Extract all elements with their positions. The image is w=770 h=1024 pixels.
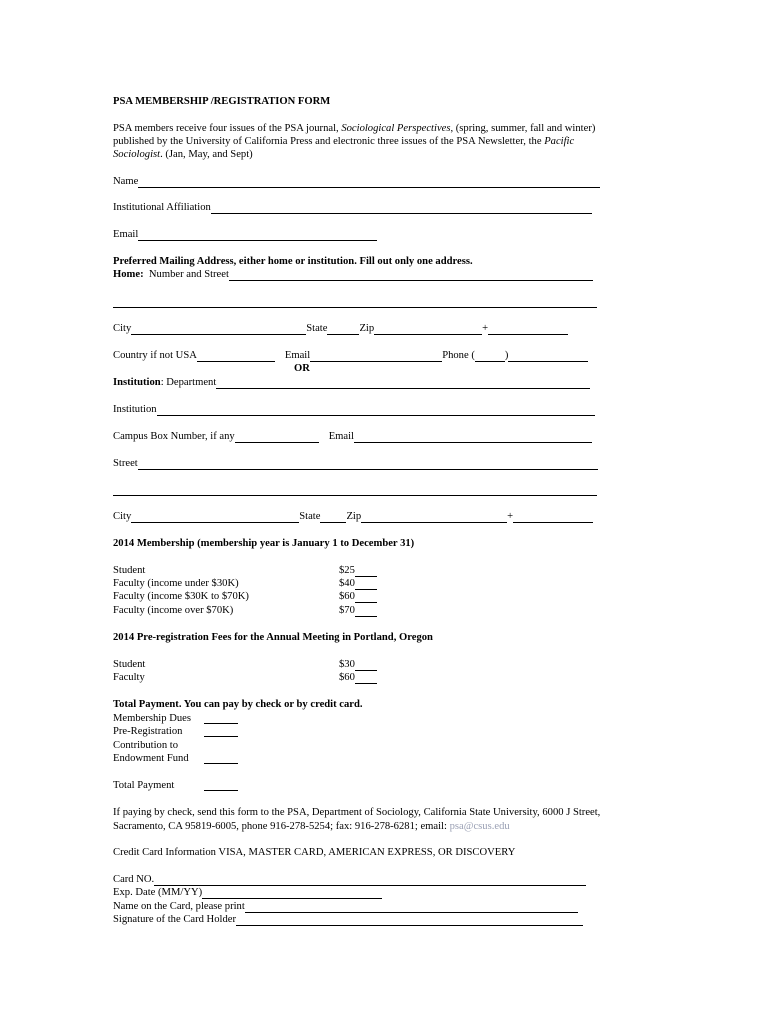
affiliation-row: Institutional Affiliation [113, 201, 592, 214]
card-signature-row: Signature of the Card Holder [113, 913, 583, 926]
card-name-row: Name on the Card, please print [113, 900, 578, 913]
campus-box-field[interactable] [235, 431, 319, 443]
name-field[interactable] [138, 176, 600, 188]
home-state-field[interactable] [327, 323, 359, 335]
membership-option-label: Student [113, 565, 146, 576]
inst-street-row: Street [113, 457, 598, 470]
payment-dues-row [204, 712, 238, 724]
payment-prereg-field[interactable] [204, 725, 238, 737]
payment-prereg-row [204, 725, 238, 737]
department-row: Institution : Department [113, 376, 590, 389]
phone-area-field[interactable] [475, 350, 505, 362]
payment-contrib-label: Contribution to [113, 740, 179, 751]
prereg-check-field[interactable] [355, 659, 377, 671]
membership-check-field[interactable] [355, 565, 377, 577]
payment-endowment-label: Endowment Fund [113, 753, 189, 764]
payment-dues-label: Membership Dues [113, 713, 191, 724]
payment-endowment-row [204, 752, 238, 764]
inst-zip-plus4-field[interactable] [513, 511, 593, 523]
home-city-field[interactable] [131, 323, 306, 335]
membership-check-field[interactable] [355, 605, 377, 617]
card-signature-field[interactable] [236, 914, 583, 926]
inst-zip-field[interactable] [361, 511, 507, 523]
payment-prereg-label: Pre-Registration [113, 726, 183, 737]
country-row: Country if not USA Email Phone ( ) [113, 349, 588, 362]
inst-city-field[interactable] [131, 511, 299, 523]
home-street-line2 [113, 296, 597, 308]
payment-dues-field[interactable] [204, 712, 238, 724]
mailing-heading: Preferred Mailing Address, either home or institution. Fill out only one address. [113, 256, 473, 267]
department-field[interactable] [216, 377, 590, 389]
institution-email-field[interactable] [354, 431, 592, 443]
psa-email-link[interactable]: psa@csus.edu [449, 821, 510, 832]
payment-total-label: Total Payment [113, 780, 175, 791]
prereg-check-field[interactable] [355, 672, 377, 684]
prereg-option: $30 [339, 658, 377, 671]
membership-option: $25 [339, 564, 377, 577]
institution-field[interactable] [157, 404, 595, 416]
card-number-field[interactable] [154, 874, 586, 886]
prereg-option-label: Student [113, 659, 146, 670]
payment-heading: Total Payment. You can pay by check or by credit card. [113, 699, 363, 710]
home-email-field[interactable] [310, 350, 442, 362]
inst-street-field-2[interactable] [113, 484, 597, 496]
payment-total-row [204, 779, 238, 791]
name-row: Name [113, 175, 600, 188]
card-exp-row: Exp. Date (MM/YY) [113, 886, 382, 899]
country-field[interactable] [197, 350, 275, 362]
membership-check-field[interactable] [355, 591, 377, 603]
or-separator: OR [294, 363, 310, 374]
affiliation-field[interactable] [211, 202, 592, 214]
phone-field[interactable] [508, 350, 588, 362]
email-row: Email [113, 228, 377, 241]
prereg-option-label: Faculty [113, 672, 145, 683]
card-info: Credit Card Information VISA, MASTER CARD, AMERICAN EXPRESS, OR DISCOVERY [113, 847, 516, 858]
membership-heading: 2014 Membership (membership year is January 1 to December 31) [113, 538, 415, 549]
membership-option-label: Faculty (income under $30K) [113, 578, 239, 589]
payment-total-field[interactable] [204, 779, 238, 791]
page-title: PSA MEMBERSHIP /REGISTRATION FORM [113, 96, 331, 107]
preregistration-heading: 2014 Pre-registration Fees for the Annual Meeting in Portland, Oregon [113, 632, 433, 643]
card-exp-field[interactable] [202, 887, 382, 899]
institution-row: Institution [113, 403, 595, 416]
membership-option-label: Faculty (income over $70K) [113, 605, 234, 616]
inst-street-line2 [113, 484, 597, 496]
home-street-row: Home: Number and Street [113, 268, 593, 281]
card-name-field[interactable] [245, 901, 578, 913]
membership-option: $70 [339, 604, 377, 617]
payment-endowment-field[interactable] [204, 752, 238, 764]
home-street-field[interactable] [229, 269, 593, 281]
membership-option: $40 [339, 577, 377, 590]
home-city-row: City State Zip + [113, 322, 568, 335]
inst-state-field[interactable] [320, 511, 346, 523]
journal-title: Sociological Perspectives [341, 123, 451, 134]
campus-box-row: Campus Box Number, if any Email [113, 430, 592, 443]
prereg-option: $60 [339, 671, 377, 684]
home-zip-field[interactable] [374, 323, 482, 335]
inst-street-field[interactable] [138, 458, 598, 470]
email-field[interactable] [138, 229, 377, 241]
card-number-row: Card NO. [113, 873, 586, 886]
home-street-field-2[interactable] [113, 296, 597, 308]
membership-check-field[interactable] [355, 578, 377, 590]
membership-option-label: Faculty (income $30K to $70K) [113, 591, 249, 602]
membership-option: $60 [339, 590, 377, 603]
inst-city-row: City State Zip + [113, 510, 593, 523]
home-zip-plus4-field[interactable] [488, 323, 568, 335]
